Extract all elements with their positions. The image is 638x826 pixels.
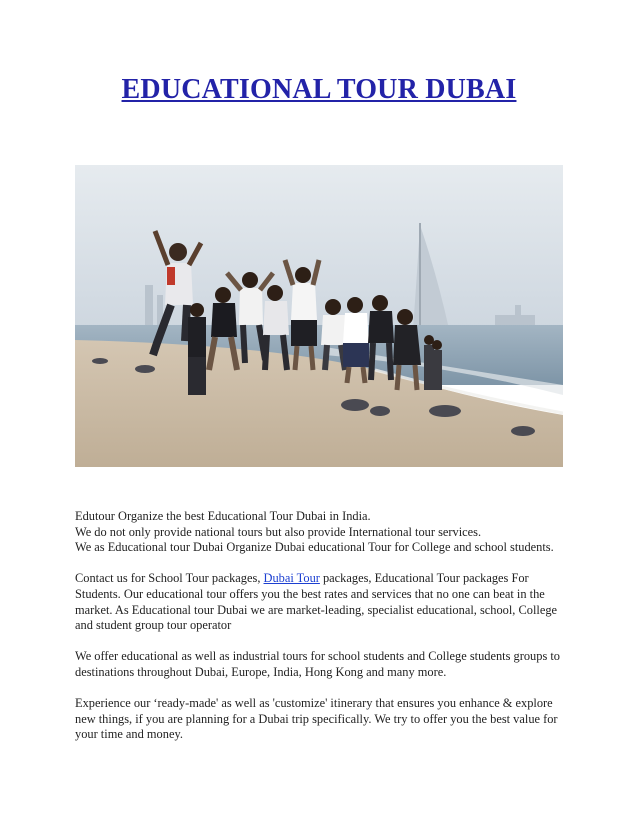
tours-paragraph: We offer educational as well as industrial tours for school students and College students groups to destinations throughout Dubai, Europe, India, Hong Kong and many more.: [75, 649, 561, 679]
intro-line-2: We do not only provide national tours but also provide International tour services.: [75, 524, 482, 539]
body-text: [75, 509, 575, 759]
experience-paragraph: Experience our ‘ready-made' as well as 'customize' itinerary that ensures you enhance & explore new things, if you are planning for a Dubai trip specifically. We try to offer you the best value for your time and money.: [75, 696, 558, 742]
intro-line-1: Edutour Organize the best Educational Tour Dubai in India.: [75, 509, 371, 523]
page-title: EDUCATIONAL TOUR DUBAI: [121, 74, 517, 105]
dubai-tour-link[interactable]: Dubai Tour: [263, 571, 320, 586]
intro-line-3: We as Educational tour Dubai Organize Dubai educational Tour for College and school students.: [75, 540, 554, 555]
contact-paragraph: [75, 571, 575, 633]
group-photo-beach-dubai: [75, 165, 563, 467]
contact-text-before: Contact us for School Tour packages,: [75, 571, 264, 586]
contact-text-after: packages, Educational Tour packages For Students. Our educational tour offers you the best rates and services that no one can beat in the market. As Educational tour Dubai we are market-leading, specialist educational, school, College and student group tour operator: [75, 571, 558, 633]
